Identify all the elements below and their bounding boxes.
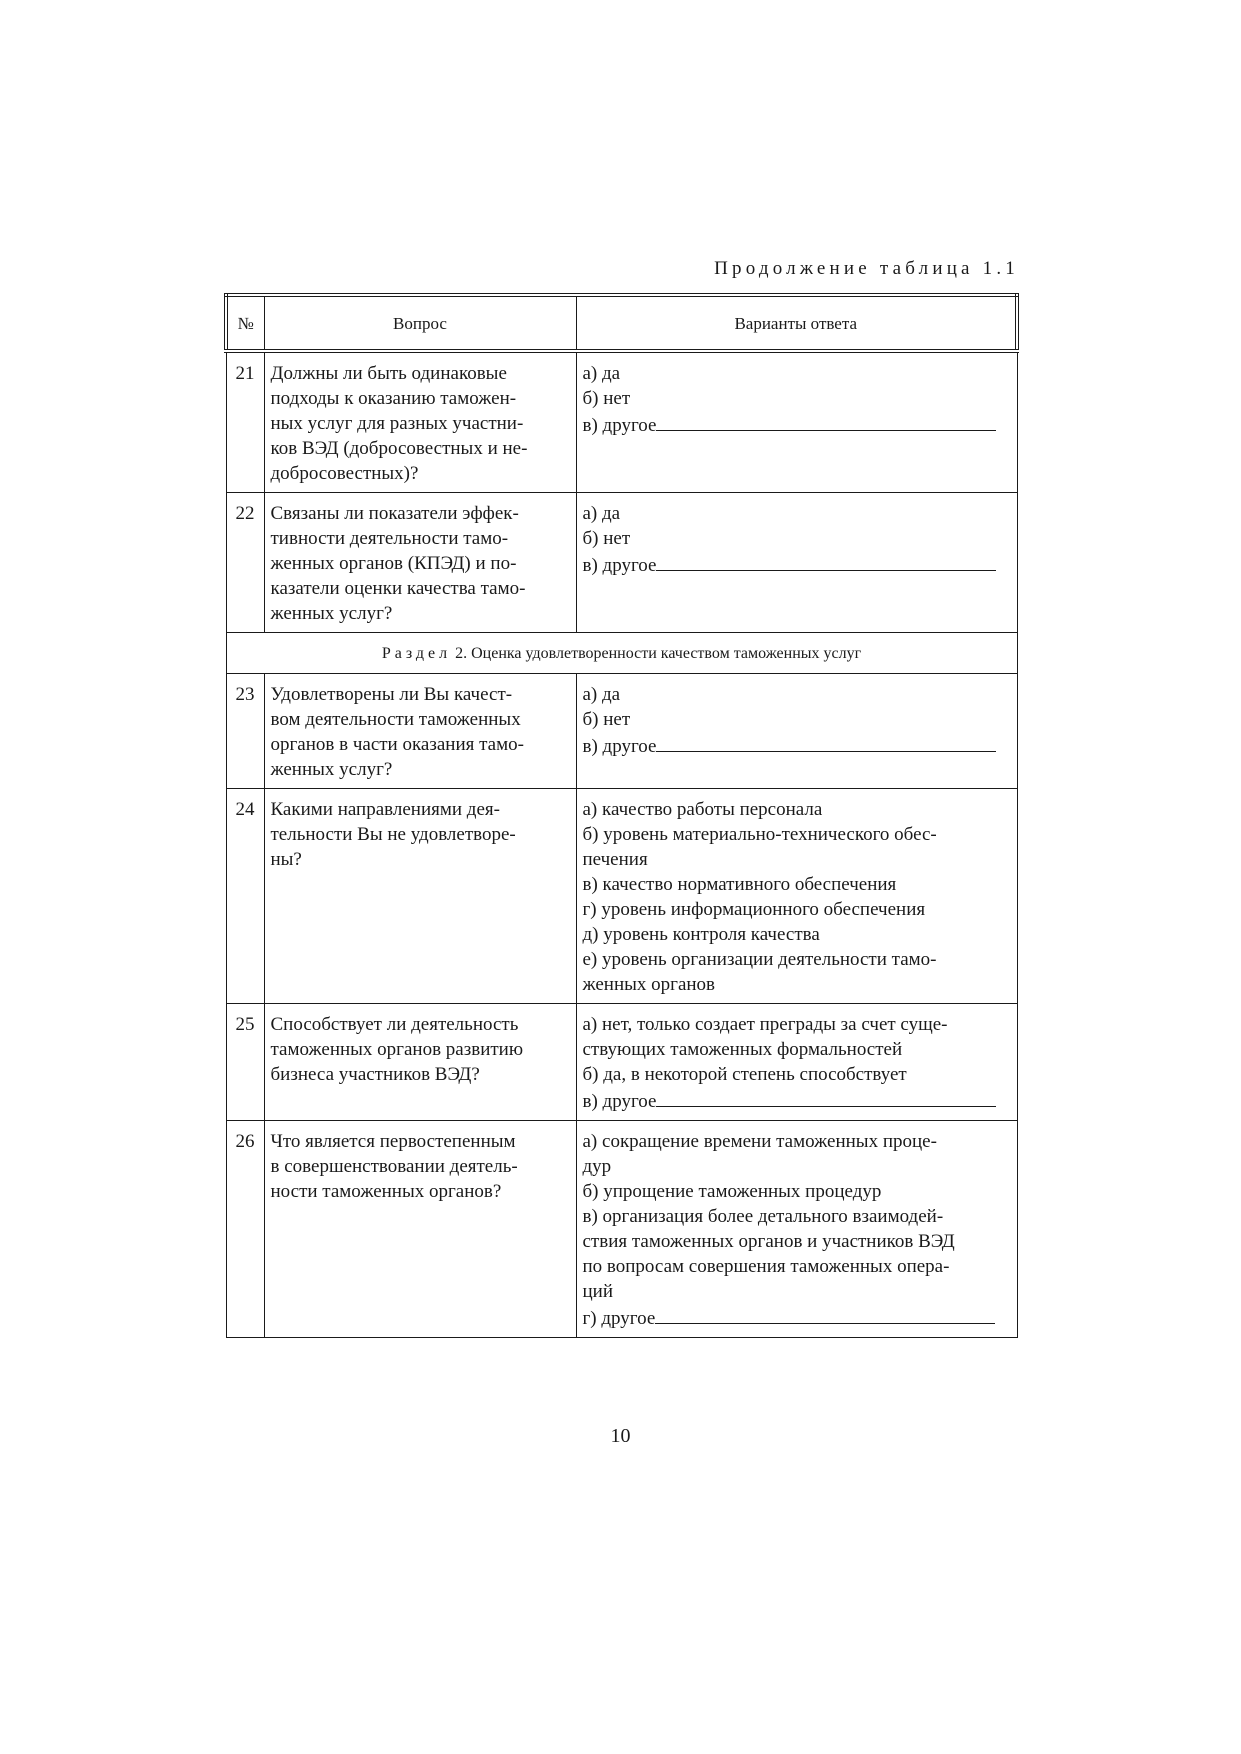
answer-option-other: в) другое xyxy=(583,551,1011,578)
answer-option: а) качество работы персонала xyxy=(582,799,823,820)
answer-option: в) качество нормативного обеспечения xyxy=(582,874,897,895)
question-line: женных услуг? xyxy=(270,603,393,624)
question-cell xyxy=(264,493,576,633)
table-row xyxy=(226,351,1017,493)
section-row xyxy=(226,633,1017,674)
answer-option-other: в) другое xyxy=(583,1087,1011,1114)
table-row xyxy=(226,1121,1017,1338)
table-header-row xyxy=(226,295,1017,351)
table-row xyxy=(226,493,1017,633)
answer-option: б) да, в некоторой степень способствует xyxy=(582,1064,907,1085)
answer-option: печения xyxy=(582,849,648,870)
answer-option: ствующих таможенных формальностей xyxy=(582,1039,903,1060)
table-row xyxy=(226,1004,1017,1121)
answer-option: а) нет, только создает преграды за счет суще- xyxy=(582,1014,948,1035)
question-line: Что является первостепенным xyxy=(270,1131,516,1152)
answer-option-other: в) другое xyxy=(583,732,1011,759)
row-number: 22 xyxy=(226,493,264,633)
blank-line xyxy=(656,411,996,431)
row-number: 26 xyxy=(226,1121,264,1338)
question-line: ны? xyxy=(270,849,302,870)
question-line: таможенных органов развитию xyxy=(270,1039,524,1060)
question-line: добросовестных)? xyxy=(270,463,419,484)
question-line: женных услуг? xyxy=(270,759,393,780)
blank-line xyxy=(656,551,996,571)
question-cell xyxy=(264,1121,576,1338)
question-cell xyxy=(264,674,576,789)
question-line: бизнеса участников ВЭД? xyxy=(270,1064,480,1085)
answers-cell xyxy=(576,1121,1017,1338)
answer-option: ствия таможенных органов и участников ВЭД xyxy=(582,1231,955,1252)
answers-cell xyxy=(576,674,1017,789)
page-number: 10 xyxy=(610,1425,631,1447)
answer-option: б) упрощение таможенных процедур xyxy=(582,1181,882,1202)
answer-option-other: г) другое xyxy=(583,1304,1011,1331)
blank-line xyxy=(656,732,996,752)
answers-cell xyxy=(576,351,1017,493)
answer-option-other: в) другое xyxy=(583,411,1011,438)
question-line: вом деятельности таможенных xyxy=(270,709,521,730)
answer-option: г) уровень информационного обеспечения xyxy=(582,899,926,920)
header-question: Вопрос xyxy=(264,295,576,351)
answer-option: б) уровень материально-технического обес- xyxy=(582,824,937,845)
answer-option: а) сокращение времени таможенных проце- xyxy=(582,1131,937,1152)
question-line: в совершенствовании деятель- xyxy=(270,1156,518,1177)
question-line: ков ВЭД (добросовестных и не- xyxy=(270,438,528,459)
question-line: ности таможенных органов? xyxy=(270,1181,502,1202)
survey-table xyxy=(224,293,1019,1338)
question-line: ных услуг для разных участни- xyxy=(270,413,524,434)
answer-option: е) уровень организации деятельности тамо- xyxy=(582,949,937,970)
table-row xyxy=(226,674,1017,789)
answer-option: б) нет xyxy=(582,388,631,409)
answers-cell xyxy=(576,789,1017,1004)
question-line: Способствует ли деятельность xyxy=(270,1014,519,1035)
row-number: 23 xyxy=(226,674,264,789)
question-line: тивности деятельности тамо- xyxy=(270,528,509,549)
question-line: тельности Вы не удовлетворе- xyxy=(270,824,516,845)
question-line: женных органов (КПЭД) и по- xyxy=(270,553,517,574)
question-cell xyxy=(264,1004,576,1121)
row-number: 25 xyxy=(226,1004,264,1121)
question-cell xyxy=(264,351,576,493)
answer-option: а) да xyxy=(582,684,621,705)
answer-option: ций xyxy=(582,1281,614,1302)
answer-option: а) да xyxy=(582,503,621,524)
answer-option: в) организация более детального взаимодей- xyxy=(582,1206,944,1227)
question-cell xyxy=(264,789,576,1004)
answers-cell xyxy=(576,493,1017,633)
question-line: Удовлетворены ли Вы качест- xyxy=(270,684,513,705)
question-line: органов в части оказания тамо- xyxy=(270,734,524,755)
answer-option: б) нет xyxy=(582,528,631,549)
row-number: 21 xyxy=(226,351,264,493)
answer-option: а) да xyxy=(582,363,621,384)
blank-line xyxy=(655,1304,995,1324)
question-line: подходы к оказанию таможен- xyxy=(270,388,517,409)
header-num: № xyxy=(226,295,264,351)
answer-option: б) нет xyxy=(582,709,631,730)
question-line: Связаны ли показатели эффек- xyxy=(270,503,519,524)
blank-line xyxy=(656,1087,996,1107)
row-number: 24 xyxy=(226,789,264,1004)
question-line: Какими направлениями дея- xyxy=(270,799,500,820)
answer-option: дур xyxy=(582,1156,612,1177)
table-row xyxy=(226,789,1017,1004)
answer-option: д) уровень контроля качества xyxy=(582,924,820,945)
answer-option: по вопросам совершения таможенных опера- xyxy=(582,1256,950,1277)
table-caption: Продолжение таблица 1.1 xyxy=(714,258,1019,279)
header-answers: Варианты ответа xyxy=(576,295,1017,351)
answer-option: женных органов xyxy=(582,974,716,995)
answers-cell xyxy=(576,1004,1017,1121)
question-line: казатели оценки качества тамо- xyxy=(270,578,526,599)
question-line: Должны ли быть одинаковые xyxy=(270,363,507,384)
section-title: Раздел 2. Оценка удовлетворенности качеством таможенных услуг xyxy=(226,633,1017,674)
